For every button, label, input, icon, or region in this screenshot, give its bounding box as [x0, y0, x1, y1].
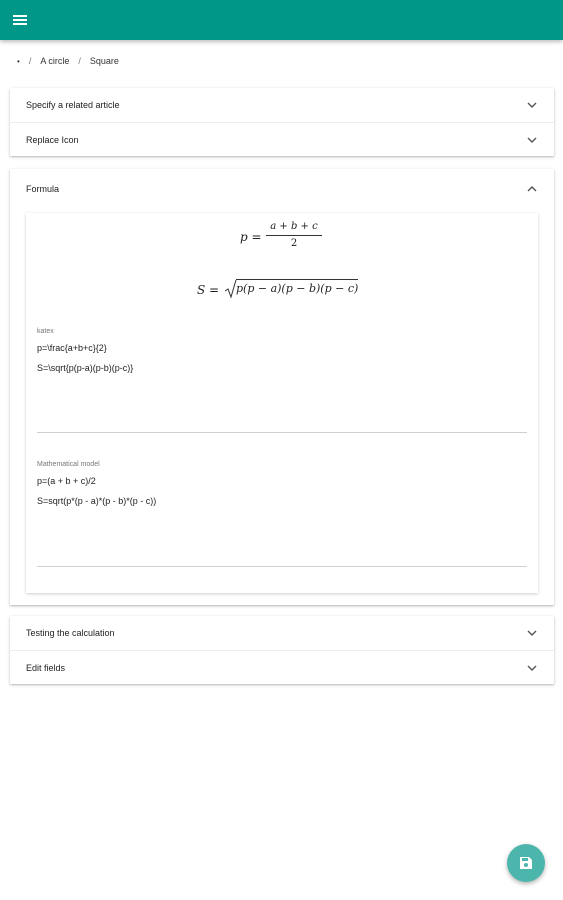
- accordion-label: Specify a related article: [26, 100, 120, 110]
- menu-icon: [13, 14, 27, 26]
- formula-p-numerator: a + b + c: [270, 221, 318, 232]
- accordion-formula-header[interactable]: [10, 169, 554, 209]
- accordion-replace-icon[interactable]: [10, 122, 554, 156]
- formula-preview: [26, 213, 538, 311]
- accordion-formula: [10, 169, 554, 605]
- chevron-down-icon: [526, 662, 538, 674]
- chevron-down-icon: [526, 99, 538, 111]
- accordion-testing-calculation[interactable]: [10, 616, 554, 650]
- chevron-down-icon: [526, 627, 538, 639]
- formula-p-lhs: p =: [240, 230, 262, 244]
- breadcrumb-item-a-circle[interactable]: A circle: [40, 56, 70, 66]
- model-line-2[interactable]: S=sqrt(p*(p - a)*(p - b)*(p - c)): [37, 496, 157, 506]
- accordion-label: Testing the calculation: [26, 628, 115, 638]
- katex-line-2[interactable]: S=\sqrt{p(p-a)(p-b)(p-c)}: [37, 363, 134, 373]
- menu-button[interactable]: [10, 10, 30, 30]
- breadcrumb-separator: /: [78, 56, 81, 66]
- save-icon: [519, 856, 533, 870]
- field-underline: [37, 432, 527, 433]
- formula-s-lhs: S =: [197, 283, 220, 297]
- mathematical-model-field[interactable]: [37, 461, 527, 591]
- formula-s-radicand: p(p − a)(p − b)(p − c): [236, 279, 358, 295]
- model-field-label: Mathematical model: [37, 461, 100, 468]
- accordion-label: Replace Icon: [26, 134, 79, 145]
- accordion-group-bottom: [10, 616, 554, 684]
- field-underline: [37, 566, 527, 567]
- app-bar: [0, 0, 563, 40]
- accordion-edit-fields[interactable]: [10, 650, 554, 684]
- formula-p-denominator: 2: [290, 238, 298, 249]
- katex-field-label: katex: [37, 328, 54, 335]
- model-line-1[interactable]: p=(a + b + c)/2: [37, 476, 96, 486]
- formula-card: [26, 213, 538, 593]
- fraction-bar: [266, 235, 322, 236]
- save-button[interactable]: [507, 844, 545, 882]
- accordion-label: Edit fields: [26, 662, 66, 673]
- breadcrumb-item-square: Square: [89, 56, 119, 66]
- katex-field[interactable]: [37, 328, 527, 478]
- accordion-related-article[interactable]: [10, 88, 554, 122]
- katex-line-1[interactable]: p=\frac{a+b+c}{2}: [37, 343, 107, 353]
- breadcrumb: [17, 54, 119, 68]
- chevron-down-icon: [526, 134, 538, 146]
- breadcrumb-home[interactable]: •: [17, 56, 20, 66]
- chevron-up-icon: [526, 183, 538, 195]
- formula-p-fraction: [266, 221, 322, 250]
- breadcrumb-separator: /: [28, 56, 32, 66]
- accordion-label: Formula: [26, 184, 60, 194]
- accordion-group-top: [10, 88, 554, 156]
